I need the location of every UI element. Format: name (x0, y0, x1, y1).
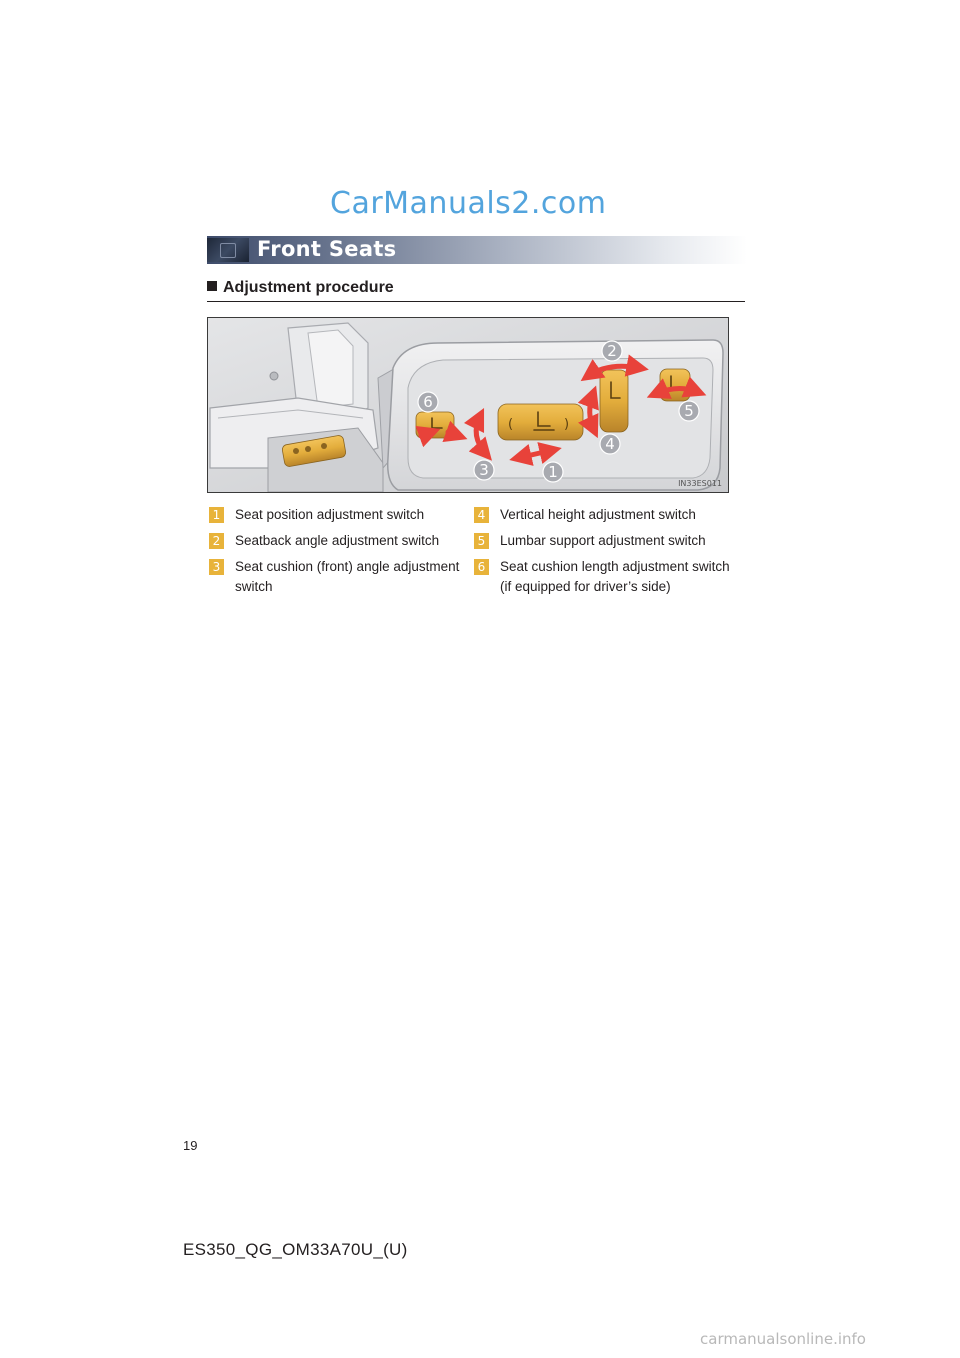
legend-number: 6 (474, 559, 489, 575)
seatback-switch (600, 370, 628, 432)
page-number: 19 (183, 1138, 198, 1153)
callout-3: 3 (479, 461, 489, 479)
seat-thumbnail-icon (207, 238, 249, 262)
legend-number: 1 (209, 507, 224, 523)
svg-text:(: ( (508, 417, 514, 432)
legend-number: 3 (209, 559, 224, 575)
square-bullet-icon (207, 281, 217, 291)
document-code: ES350_QG_OM33A70U_(U) (183, 1240, 408, 1259)
subsection-heading (207, 279, 745, 302)
callout-2: 2 (607, 342, 617, 360)
lumbar-switch (660, 369, 690, 401)
callout-4: 4 (605, 435, 615, 453)
watermark-top: CarManuals2.com (330, 186, 607, 221)
legend-number: 4 (474, 507, 489, 523)
legend-text: Seat cushion (front) angle adjustment switch (235, 559, 460, 594)
legend-text: Seat cushion length adjustment switch (if equipped for driver’s side) (500, 559, 730, 594)
seat-illustration (208, 318, 728, 492)
legend-text: Lumbar support adjustment switch (500, 533, 706, 548)
subsection-title: Adjustment procedure (223, 279, 394, 296)
svg-text:): ) (564, 417, 570, 432)
legend-text: Seatback angle adjustment switch (235, 533, 440, 548)
legend-number: 5 (474, 533, 489, 549)
callout-5: 5 (684, 402, 694, 420)
legend-text: Vertical height adjustment switch (500, 507, 696, 522)
callout-6: 6 (423, 393, 433, 411)
figure-code: IN33ES011 (678, 479, 722, 488)
watermark-bottom: carmanualsonline.info (700, 1330, 866, 1348)
section-header (207, 236, 747, 264)
section-title: Front Seats (257, 237, 397, 261)
legend-number: 2 (209, 533, 224, 549)
seat-adjustment-figure (207, 317, 729, 493)
legend-text: Seat position adjustment switch (235, 507, 425, 522)
callout-1: 1 (548, 463, 558, 481)
